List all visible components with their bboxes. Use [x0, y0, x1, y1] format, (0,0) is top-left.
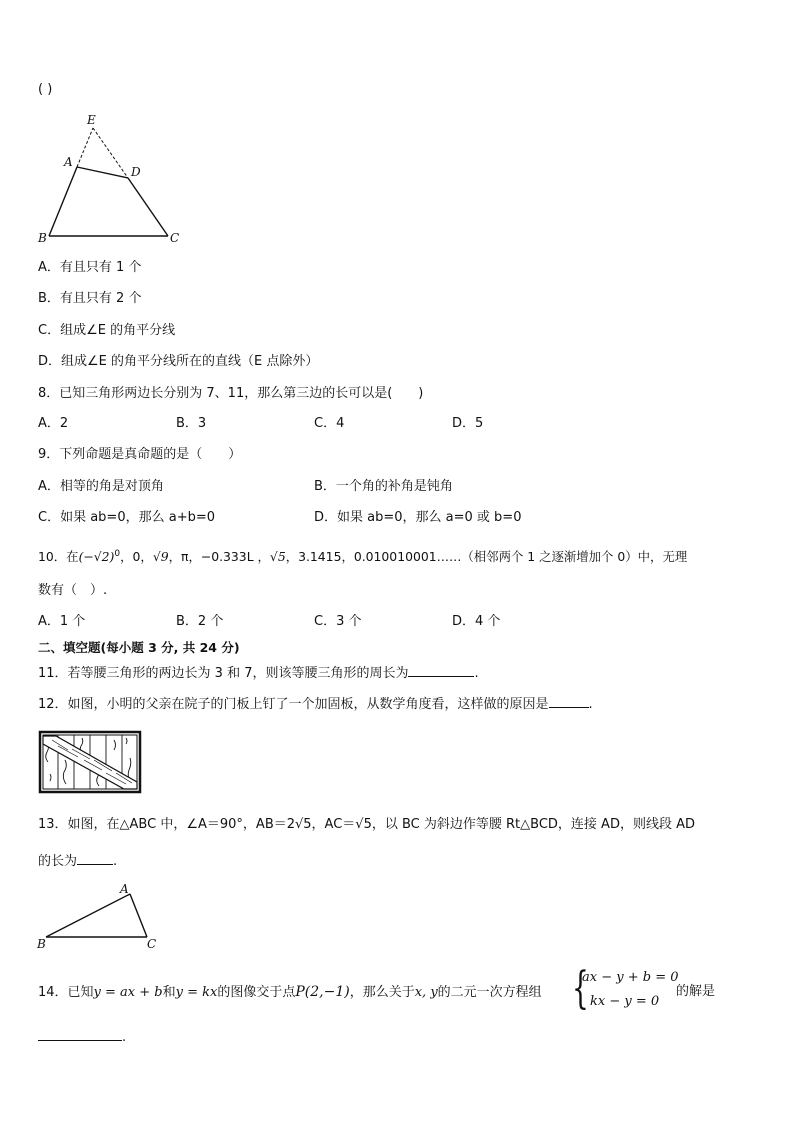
q14-prefix: 14．已知 [38, 985, 94, 1000]
q10-pi: ，π，−0.333L ， [168, 549, 270, 565]
q7-quadrilateral-figure [30, 108, 190, 248]
q8-stem: 8．已知三角形两边长分别为 7、11，那么第三边的长可以是( ) [38, 386, 424, 401]
q10-option-b: B．2 个 [176, 614, 224, 629]
q10-rest: ，3.1415，0.010010001……（相邻两个 1 之逐渐增加个 0）中，无理 [285, 549, 688, 565]
q14-suffix: 的解是 [676, 984, 716, 999]
q9-option-b: B．一个角的补角是钝角 [314, 479, 453, 494]
q14-mid2: ，那么关于 [349, 985, 415, 1000]
q7-option-c: C．组成∠E 的角平分线 [38, 323, 176, 338]
q12-stem: 12．如图，小明的父亲在院子的门板上钉了一个加固板，从数学角度看，这样做的原因是 [38, 697, 549, 712]
q8-option-c: C．4 [314, 416, 345, 431]
q14-end: . [122, 1030, 127, 1045]
q14-equation-system [572, 963, 679, 1014]
q8-option-a: A．2 [38, 416, 69, 431]
q11-end: . [474, 666, 479, 681]
q14-mid: 的图像交于点 [217, 985, 296, 1000]
q13-line2 [38, 852, 117, 872]
q13-line1: 13．如图，在△ABC 中，∠A＝90°，AB＝2√5，AC＝√5，以 BC 为斜边作等腰 Rt△BCD，连接 AD，则线段 AD [38, 817, 695, 832]
q10-power-expr: (−√2) [78, 549, 115, 565]
q7-option-b: B．有且只有 2 个 [38, 291, 142, 306]
q13-answer-blank[interactable] [77, 852, 113, 865]
q10-option-d: D．4 个 [452, 614, 501, 629]
q14-answer-blank[interactable] [38, 1028, 122, 1041]
q14-eq2: y = kx [175, 985, 218, 1000]
q10-sqrt9: √9 [152, 549, 169, 565]
q14-eq1: y = ax + b [93, 985, 163, 1000]
q13-label-B: B [37, 937, 46, 951]
q9-option-d: D．如果 ab=0，那么 a=0 或 b=0 [314, 510, 522, 525]
q10-power-exp: 0 [114, 549, 121, 559]
q10-sqrt5: √5 [269, 549, 286, 565]
q14-point: P(2,−1) [295, 984, 350, 1000]
door-brace-figure [38, 730, 142, 794]
q12-end: . [588, 697, 593, 712]
label-C: C [170, 231, 180, 245]
q7-option-a: A．有且只有 1 个 [38, 260, 142, 275]
section-heading-fill-blank: 二、填空题(每小题 3 分, 共 24 分) [38, 640, 240, 655]
q14-and: 和 [162, 985, 176, 1000]
q13-line2-text: 的长为 [38, 854, 78, 869]
q14-stem [38, 982, 542, 1003]
label-A: A [64, 155, 73, 169]
label-E: E [87, 113, 96, 127]
q10-option-a: A．1 个 [38, 614, 86, 629]
q11-stem: 11．若等腰三角形的两边长为 3 和 7，则该等腰三角形的周长为 [38, 666, 409, 681]
q10-line2: 数有（ ）. [38, 583, 108, 598]
label-D: D [131, 165, 141, 179]
q13-label-A: A [120, 882, 129, 896]
q7-paren: ( ) [38, 82, 53, 97]
q8-option-b: B．3 [176, 416, 207, 431]
q9-stem: 9．下列命题是真命题的是（ ） [38, 447, 242, 462]
q14-vars: x, y [414, 985, 438, 1000]
q8-option-d: D．5 [452, 416, 484, 431]
q12 [38, 695, 593, 715]
q14-sys-eq2: kx − y = 0 [590, 994, 660, 1009]
q11-answer-blank[interactable] [408, 664, 474, 677]
system-brace-icon: { [572, 963, 589, 1014]
q13-end: . [113, 854, 118, 869]
q10-middle: ，0， [120, 549, 153, 565]
label-B: B [38, 231, 47, 245]
q12-answer-blank[interactable] [549, 695, 589, 708]
q14-mid3: 的二元一次方程组 [437, 985, 542, 1000]
q14-sys-eq1: ax − y + b = 0 [582, 970, 679, 985]
q10-prefix: 10．在 [38, 549, 79, 565]
q14-answer-line [38, 1028, 126, 1048]
q11 [38, 664, 479, 684]
q9-option-c: C．如果 ab=0，那么 a+b=0 [38, 510, 215, 525]
q13-label-C: C [147, 937, 157, 951]
q9-option-a: A．相等的角是对顶角 [38, 479, 164, 494]
q10-stem [38, 544, 687, 567]
q7-option-d: D．组成∠E 的角平分线所在的直线（E 点除外） [38, 354, 319, 369]
q13-triangle-figure [34, 880, 164, 952]
q10-option-c: C．3 个 [314, 614, 362, 629]
